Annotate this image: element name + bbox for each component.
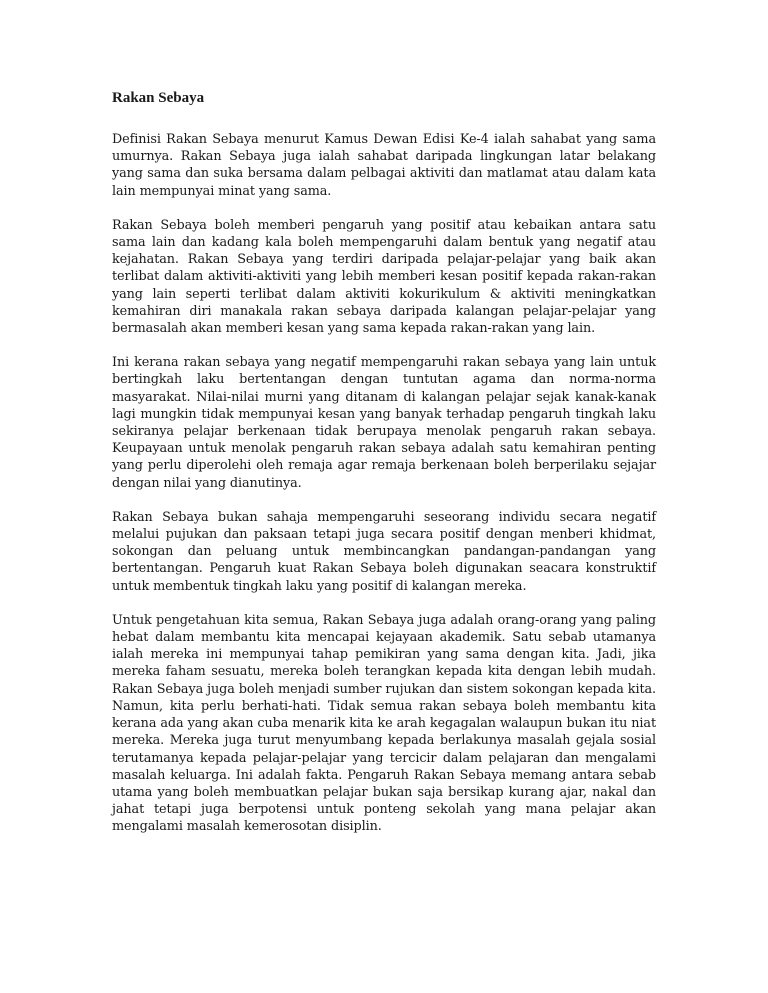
document-page — [112, 86, 656, 853]
paragraph-definition: Definisi Rakan Sebaya menurut Kamus Dewan Edisi Ke-4 ialah sahabat yang sama umurnya. Rakan Sebaya juga ialah sahabat daripada lingkungan latar belakang yang sama dan suka bersama dalam pelbagai aktiviti dan matlamat atau dalam kata lain mempunyai minat yang sama. — [112, 132, 656, 199]
document-title: Rakan Sebaya — [112, 90, 205, 106]
paragraph-negative-influence: Ini kerana rakan sebaya yang negatif mempengaruhi rakan sebaya yang lain untuk bertingkah laku bertentangan dengan tuntutan agama dan norma-norma masyarakat. Nilai-nilai murni yang ditanam di kalangan pelajar sejak kanak-kanak lagi mungkin tidak mempunyai kesan yang banyak terhadap pengaruh tingkah laku sekiranya pelajar berkenaan tidak berupaya menolak pengaruh rakan sebaya. Keupayaan untuk menolak pengaruh rakan sebaya adalah satu kemahiran penting yang perlu diperolehi oleh remaja agar remaja berkenaan boleh berperilaku sejajar dengan nilai yang dianutinya. — [112, 355, 656, 491]
paragraph-academic-help: Untuk pengetahuan kita semua, Rakan Sebaya juga adalah orang-orang yang paling hebat dalam membantu kita mencapai kejayaan akademik. Satu sebab utamanya ialah mereka ini mempunyai tahap pemikiran yang sama dengan kita. Jadi, jika mereka faham sesuatu, mereka boleh terangkan kepada kita dengan lebih mudah. Rakan Sebaya juga boleh menjadi sumber rujukan dan sistem sokongan kepada kita. Namun, kita perlu berhati-hati. Tidak semua rakan sebaya boleh membantu kita kerana ada yang akan cuba menarik kita ke arah kegagalan walaupun bukan itu niat mereka. Mereka juga turut menyumbang kepada berlakunya masalah gejala sosial terutamanya kepada pelajar-pelajar yang tercicir dalam pelajaran dan mengalami masalah keluarga. Ini adalah fakta. Pengaruh Rakan Sebaya memang antara sebab utama yang boleh membuatkan pelajar bukan saja bersikap kurang ajar, nakal dan jahat tetapi juga berpotensi untuk ponteng sekolah yang mana pelajar akan mengalami masalah kemerosotan disiplin. — [112, 612, 656, 835]
paragraph-positive-influence: Rakan Sebaya bukan sahaja mempengaruhi seseorang individu secara negatif melalui pujukan dan paksaan tetapi juga secara positif dengan menberi khidmat, sokongan dan peluang untuk membincangkan pandangan-pandangan yang bertentangan. Pengaruh kuat Rakan Sebaya boleh digunakan seacara konstruktif untuk membentuk tingkah laku yang positif di kalangan mereka. — [112, 509, 656, 594]
paragraph-influence: Rakan Sebaya boleh memberi pengaruh yang positif atau kebaikan antara satu sama lain dan kadang kala boleh mempengaruhi dalam bentuk yang negatif atau kejahatan. Rakan Sebaya yang terdiri daripada pelajar-pelajar yang baik akan terlibat dalam aktiviti-aktiviti yang lebih memberi kesan positif kepada rakan-rakan yang lain seperti terlibat dalam aktiviti kokurikulum & aktiviti meningkatkan kemahiran diri manakala rakan sebaya daripada kalangan pelajar-pelajar yang bermasalah akan memberi kesan yang sama kepada rakan-rakan yang lain. — [112, 217, 656, 337]
